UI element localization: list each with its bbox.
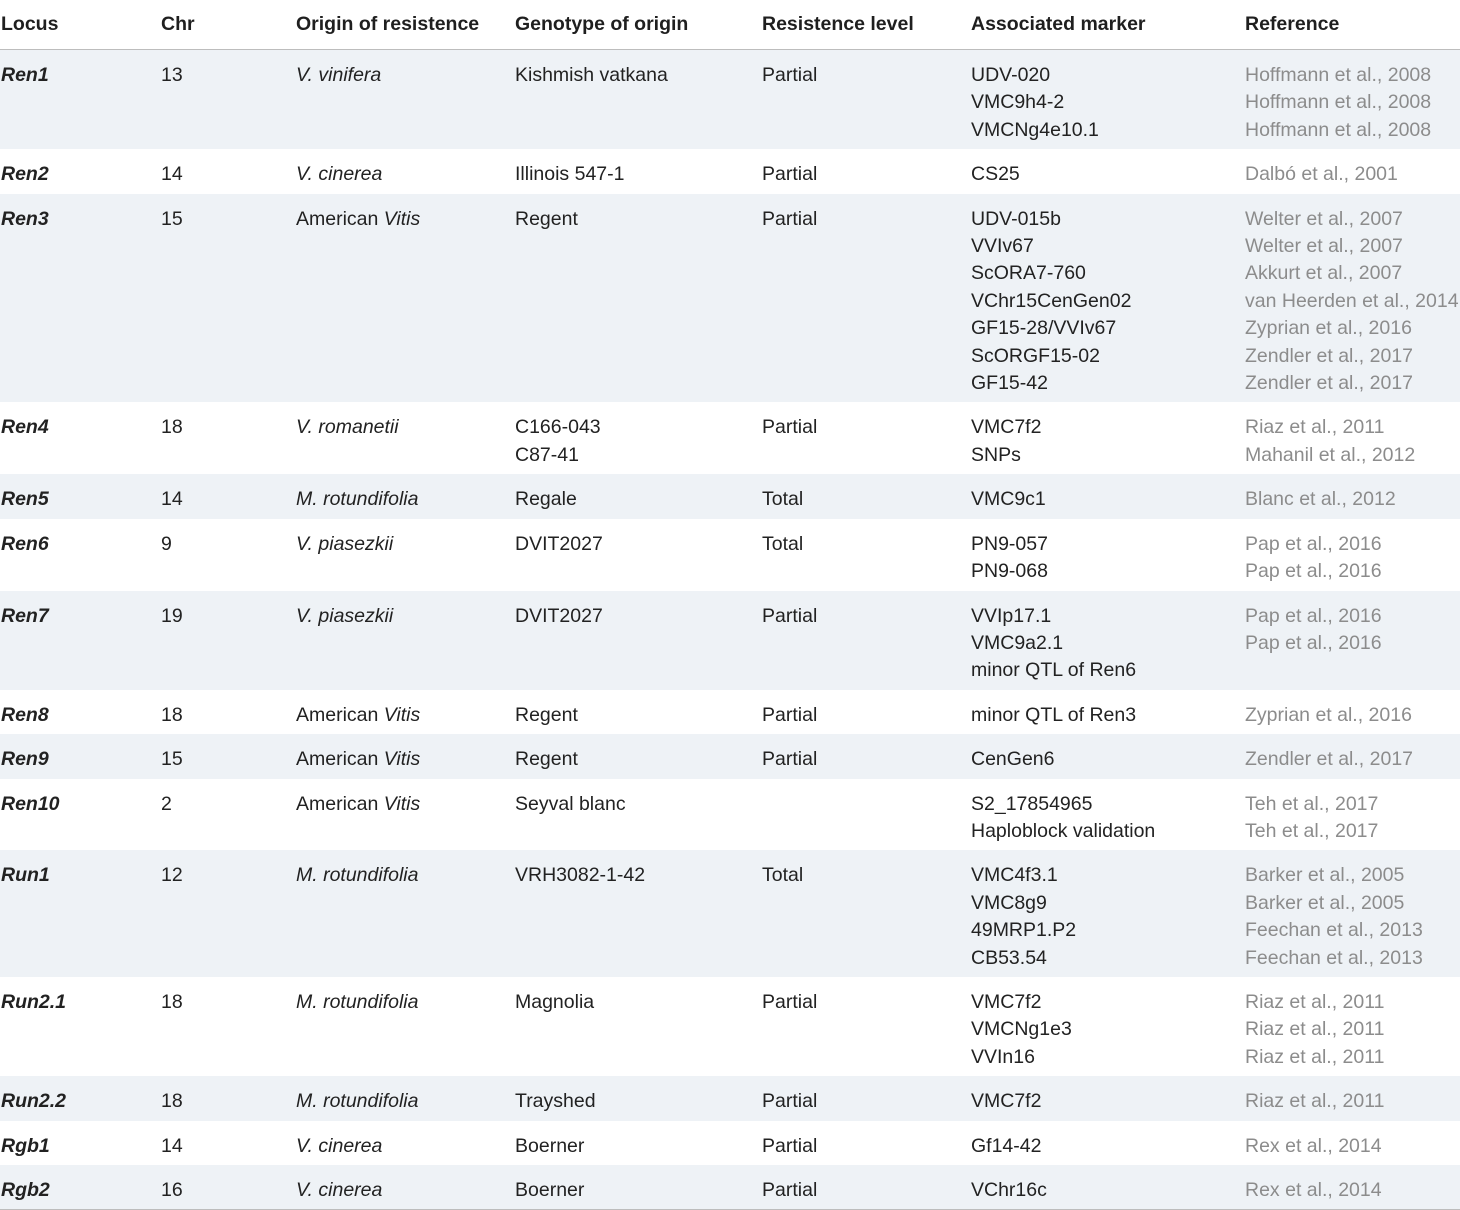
genotype-cell — [514, 734, 761, 778]
origin-cell — [295, 1076, 514, 1120]
reference-line: Pap et al., 2016 — [1245, 604, 1382, 627]
origin-cell — [295, 591, 514, 690]
origin-species: Vitis — [383, 792, 421, 815]
origin-prefix: American — [296, 792, 384, 815]
genotype-line: C87-41 — [515, 443, 579, 466]
reference-line: Akkurt et al., 2007 — [1245, 262, 1403, 285]
genotype-line: Regent — [515, 703, 578, 726]
reference-line: Welter et al., 2007 — [1245, 235, 1403, 258]
marker-cell — [970, 977, 1244, 1076]
marker-line: ScORA7-760 — [971, 262, 1086, 285]
locus-cell: Ren1 — [0, 50, 160, 150]
header-locus: Locus — [0, 0, 160, 50]
marker-line: VMC7f2 — [971, 990, 1042, 1013]
table-row — [0, 50, 1460, 150]
genotype-cell — [514, 149, 761, 193]
reference-line: Riaz et al., 2011 — [1245, 990, 1385, 1013]
chr-cell: 9 — [161, 532, 172, 555]
reference-cell — [1244, 194, 1460, 403]
genotype-line: Regent — [515, 748, 578, 771]
resistence-level-cell: Partial — [761, 1165, 970, 1210]
header-resistence-level: Resistence level — [761, 0, 970, 50]
locus-cell: Ren4 — [1, 416, 49, 439]
origin-cell — [295, 734, 514, 778]
origin-species: V. romanetii — [296, 416, 399, 439]
locus-cell: Ren2 — [1, 163, 49, 186]
chr-cell: 15 — [160, 194, 295, 403]
locus-cell: Rgb1 — [1, 1134, 50, 1157]
marker-line: S2_17854965 — [971, 792, 1093, 815]
origin-species: Vitis — [383, 207, 421, 230]
reference-cell — [1244, 149, 1460, 193]
genotype-cell — [514, 1165, 761, 1210]
chr-cell: 18 — [160, 1076, 295, 1120]
genotype-line: Regent — [515, 207, 578, 230]
locus-cell: Ren9 — [0, 734, 160, 778]
reference-cell — [1244, 50, 1460, 150]
reference-line: van Heerden et al., 2014 — [1245, 289, 1459, 312]
origin-cell — [295, 474, 514, 518]
table-row — [0, 779, 1460, 851]
marker-line: UDV-015b — [971, 207, 1061, 230]
reference-line: Rex et al., 2014 — [1245, 1134, 1382, 1157]
locus-cell: Run2.2 — [0, 1076, 160, 1120]
resistence-level-cell: Partial — [762, 163, 818, 186]
marker-line: VChr15CenGen02 — [971, 289, 1132, 312]
marker-line: UDV-020 — [971, 64, 1051, 86]
genotype-cell — [514, 779, 761, 851]
genotype-line: Kishmish vatkana — [515, 64, 668, 86]
reference-line: Riaz et al., 2011 — [1245, 416, 1385, 439]
marker-line: VVIn16 — [971, 1045, 1035, 1068]
reference-line: Teh et al., 2017 — [1245, 819, 1379, 842]
reference-line: Zyprian et al., 2016 — [1245, 703, 1412, 726]
genotype-line: Magnolia — [515, 990, 595, 1013]
reference-line: Barker et al., 2005 — [1245, 891, 1405, 914]
origin-prefix: American — [296, 703, 384, 726]
origin-prefix: American — [296, 748, 384, 771]
origin-cell — [295, 50, 514, 150]
origin-species: V. vinifera — [296, 64, 382, 86]
marker-line: VMC7f2 — [971, 1090, 1042, 1113]
origin-cell — [295, 690, 514, 734]
marker-line: CenGen6 — [971, 748, 1055, 771]
table-body — [0, 50, 1460, 1210]
resistence-level-cell: Total — [761, 474, 970, 518]
origin-species: Vitis — [383, 703, 421, 726]
genotype-line: Boerner — [515, 1179, 585, 1201]
origin-cell — [295, 779, 514, 851]
resistence-level-cell: Partial — [762, 990, 818, 1013]
resistence-level-cell: Partial — [762, 416, 818, 439]
locus-cell: Run2.1 — [1, 990, 67, 1013]
reference-line: Barker et al., 2005 — [1245, 864, 1405, 887]
table-row — [0, 690, 1460, 734]
marker-cell — [970, 149, 1244, 193]
header-origin: Origin of resistence — [295, 0, 514, 50]
marker-cell — [970, 779, 1244, 851]
chr-cell: 18 — [161, 703, 183, 726]
marker-cell — [970, 690, 1244, 734]
genotype-cell — [514, 194, 761, 403]
locus-cell: Ren10 — [1, 792, 60, 815]
reference-line: Hoffmann et al., 2008 — [1245, 91, 1432, 114]
origin-cell — [295, 977, 514, 1076]
reference-line: Rex et al., 2014 — [1245, 1179, 1382, 1201]
marker-cell — [970, 1076, 1244, 1120]
table-row — [0, 519, 1460, 591]
header-associated-marker: Associated marker — [970, 0, 1244, 50]
marker-cell — [970, 591, 1244, 690]
marker-line: GF15-42 — [971, 372, 1048, 395]
header-reference: Reference — [1244, 0, 1460, 50]
reference-cell — [1244, 402, 1460, 474]
locus-cell: Ren6 — [1, 532, 49, 555]
genotype-cell — [514, 591, 761, 690]
marker-line: minor QTL of Ren3 — [971, 703, 1137, 726]
origin-species: V. cinerea — [296, 1134, 383, 1157]
marker-cell — [970, 50, 1244, 150]
reference-line: Teh et al., 2017 — [1245, 792, 1379, 815]
origin-species: Vitis — [383, 748, 421, 771]
reference-line: Pap et al., 2016 — [1245, 532, 1382, 555]
locus-cell: Rgb2 — [0, 1165, 160, 1210]
resistence-level-cell: Partial — [761, 194, 970, 403]
genotype-cell — [514, 50, 761, 150]
reference-line: Zendler et al., 2017 — [1245, 748, 1414, 771]
reference-cell — [1244, 591, 1460, 690]
reference-cell — [1244, 690, 1460, 734]
reference-cell — [1244, 734, 1460, 778]
genotype-line: C166-043 — [515, 416, 601, 439]
marker-cell — [970, 1121, 1244, 1165]
origin-species: M. rotundifolia — [296, 488, 419, 511]
marker-line: VMC9a2.1 — [971, 631, 1064, 654]
reference-line: Riaz et al., 2011 — [1245, 1090, 1385, 1113]
reference-line: Riaz et al., 2011 — [1245, 1018, 1385, 1041]
table-row — [0, 194, 1460, 403]
table-row — [0, 977, 1460, 1076]
origin-species: M. rotundifolia — [296, 1090, 419, 1113]
reference-line: Welter et al., 2007 — [1245, 207, 1403, 230]
origin-species: M. rotundifolia — [296, 990, 419, 1013]
reference-line: Mahanil et al., 2012 — [1245, 443, 1416, 466]
chr-cell: 12 — [160, 850, 295, 977]
table-header — [0, 0, 1460, 50]
genotype-line: DVIT2027 — [515, 604, 603, 627]
genotype-line: Regale — [515, 488, 577, 511]
genotype-cell — [514, 690, 761, 734]
marker-line: Gf14-42 — [971, 1134, 1042, 1157]
genotype-line: Boerner — [515, 1134, 585, 1157]
reference-line: Feechan et al., 2013 — [1245, 919, 1423, 942]
locus-cell: Ren7 — [0, 591, 160, 690]
origin-cell — [295, 149, 514, 193]
reference-line: Feechan et al., 2013 — [1245, 946, 1423, 969]
reference-line: Hoffmann et al., 2008 — [1245, 64, 1432, 86]
marker-line: CS25 — [971, 163, 1020, 186]
genotype-cell — [514, 519, 761, 591]
reference-cell — [1244, 1165, 1460, 1210]
genotype-line: DVIT2027 — [515, 532, 603, 555]
genotype-cell — [514, 474, 761, 518]
reference-cell — [1244, 1076, 1460, 1120]
marker-line: VMCNg1e3 — [971, 1018, 1072, 1041]
origin-species: M. rotundifolia — [296, 864, 419, 887]
marker-line: GF15-28/VVIv67 — [971, 317, 1117, 340]
reference-line: Pap et al., 2016 — [1245, 560, 1382, 583]
marker-line: VMC9c1 — [971, 488, 1046, 511]
reference-line: Blanc et al., 2012 — [1245, 488, 1396, 511]
resistence-level-cell: Partial — [761, 1076, 970, 1120]
marker-cell — [970, 850, 1244, 977]
marker-cell — [970, 474, 1244, 518]
marker-line: VMC4f3.1 — [971, 864, 1058, 887]
chr-cell: 2 — [161, 792, 172, 815]
table-row — [0, 734, 1460, 778]
header-genotype: Genotype of origin — [514, 0, 761, 50]
chr-cell: 14 — [161, 1134, 183, 1157]
table-row — [0, 149, 1460, 193]
chr-cell: 18 — [161, 416, 183, 439]
origin-cell — [295, 1121, 514, 1165]
marker-line: VMC7f2 — [971, 416, 1042, 439]
marker-line: PN9-068 — [971, 560, 1048, 583]
resistence-level-cell — [761, 779, 970, 851]
origin-prefix: American — [296, 207, 384, 230]
genotype-line: Seyval blanc — [515, 792, 626, 815]
genotype-cell — [514, 1076, 761, 1120]
genotype-cell — [514, 402, 761, 474]
origin-species: V. piasezkii — [296, 532, 394, 555]
genotype-line: Trayshed — [515, 1090, 596, 1113]
chr-cell: 14 — [160, 474, 295, 518]
reference-cell — [1244, 977, 1460, 1076]
reference-line: Hoffmann et al., 2008 — [1245, 118, 1432, 141]
header-chr: Chr — [160, 0, 295, 50]
table-row — [0, 1165, 1460, 1210]
marker-line: PN9-057 — [971, 532, 1048, 555]
locus-cell: Ren8 — [1, 703, 49, 726]
resistence-level-cell: Partial — [762, 1134, 818, 1157]
chr-cell: 18 — [161, 990, 183, 1013]
origin-cell — [295, 519, 514, 591]
reference-line: Zendler et al., 2017 — [1245, 344, 1414, 367]
table-row — [0, 850, 1460, 977]
genotype-line: VRH3082-1-42 — [515, 864, 646, 887]
table-row — [0, 1076, 1460, 1120]
origin-species: V. cinerea — [296, 1179, 383, 1201]
reference-line: Pap et al., 2016 — [1245, 631, 1382, 654]
reference-cell — [1244, 1121, 1460, 1165]
chr-cell: 13 — [160, 50, 295, 150]
resistence-level-cell: Partial — [761, 734, 970, 778]
table-row — [0, 474, 1460, 518]
reference-cell — [1244, 779, 1460, 851]
marker-line: SNPs — [971, 443, 1021, 466]
resistence-level-cell: Total — [761, 850, 970, 977]
origin-cell — [295, 402, 514, 474]
marker-line: VChr16c — [971, 1179, 1047, 1201]
chr-cell: 19 — [160, 591, 295, 690]
table-row — [0, 402, 1460, 474]
reference-cell — [1244, 850, 1460, 977]
resistence-level-cell: Total — [762, 532, 804, 555]
locus-cell: Ren5 — [0, 474, 160, 518]
marker-line: minor QTL of Ren6 — [971, 659, 1137, 682]
marker-line: VMCNg4e10.1 — [971, 118, 1099, 141]
reference-line: Zyprian et al., 2016 — [1245, 317, 1412, 340]
reference-cell — [1244, 474, 1460, 518]
reference-cell — [1244, 519, 1460, 591]
genotype-cell — [514, 977, 761, 1076]
table-row — [0, 591, 1460, 690]
marker-line: ScORGF15-02 — [971, 344, 1100, 367]
origin-cell — [295, 194, 514, 403]
origin-species: V. piasezkii — [296, 604, 394, 627]
chr-cell: 15 — [160, 734, 295, 778]
marker-line: Haploblock validation — [971, 819, 1156, 842]
chr-cell: 16 — [160, 1165, 295, 1210]
marker-cell — [970, 519, 1244, 591]
origin-cell — [295, 850, 514, 977]
table-row — [0, 1121, 1460, 1165]
marker-line: 49MRP1.P2 — [971, 919, 1077, 942]
reference-line: Riaz et al., 2011 — [1245, 1045, 1385, 1068]
genotype-cell — [514, 1121, 761, 1165]
marker-line: VVIp17.1 — [971, 604, 1052, 627]
resistence-level-cell: Partial — [762, 703, 818, 726]
marker-line: VVIv67 — [971, 235, 1034, 258]
resistence-level-cell: Partial — [761, 50, 970, 150]
marker-cell — [970, 1165, 1244, 1210]
origin-species: V. cinerea — [296, 163, 383, 186]
marker-cell — [970, 734, 1244, 778]
marker-cell — [970, 402, 1244, 474]
header-row — [0, 0, 1460, 50]
marker-line: VMC9h4-2 — [971, 91, 1065, 114]
locus-cell: Run1 — [0, 850, 160, 977]
marker-line: VMC8g9 — [971, 891, 1047, 914]
reference-line: Zendler et al., 2017 — [1245, 372, 1414, 395]
locus-cell: Ren3 — [0, 194, 160, 403]
genotype-line: Illinois 547-1 — [515, 163, 625, 186]
resistence-level-cell: Partial — [761, 591, 970, 690]
chr-cell: 14 — [161, 163, 183, 186]
reference-line: Dalbó et al., 2001 — [1245, 163, 1398, 186]
marker-cell — [970, 194, 1244, 403]
origin-cell — [295, 1165, 514, 1210]
marker-line: CB53.54 — [971, 946, 1047, 969]
genotype-cell — [514, 850, 761, 977]
